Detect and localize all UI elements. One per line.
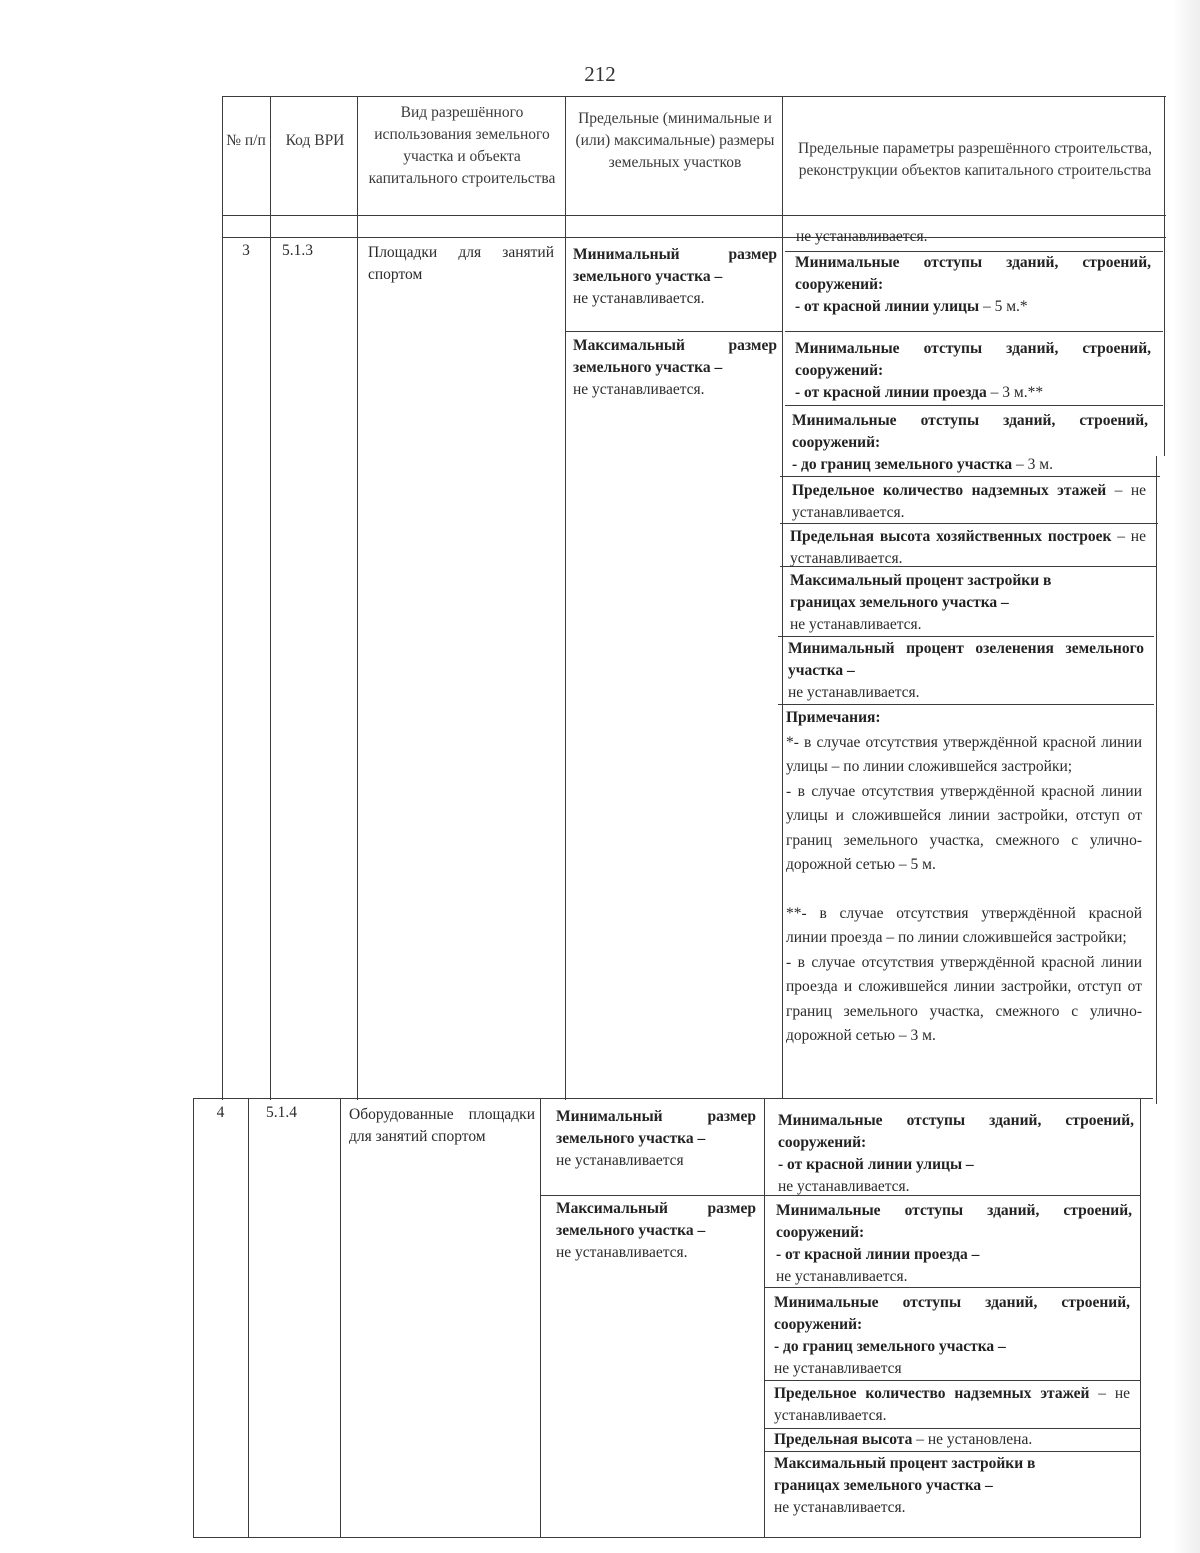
row4-max-size-title: Максимальный размер земельного участка –: [556, 1200, 756, 1239]
header-sizes: Предельные (минимальные и (или) максимальные) размеры земельных участков: [575, 110, 775, 171]
table-top-border: [222, 96, 1166, 97]
row4-top-border: [193, 1098, 1153, 1099]
row3-max-size: [573, 335, 777, 401]
carry-over-text: не устанавливается.: [796, 228, 928, 245]
param-value: не устанавливается.: [776, 1268, 908, 1285]
note-item: *- в случае отсутствия утверждённой красной линии улицы – по линии сложившейся застройки;: [786, 733, 1142, 775]
row4-num: 4: [216, 1104, 225, 1121]
row3-min-size: [573, 244, 777, 310]
row4-param-line-3: [764, 1380, 1140, 1381]
param-value: – 5 м.*: [979, 298, 1028, 315]
row3-param-line-2: [785, 405, 1163, 406]
row4-name: Оборудованные площадки для занятий спортом: [349, 1106, 535, 1145]
param-title: Минимальные отступы зданий, строений, сооружений:: [792, 412, 1148, 451]
param-title: Минимальные отступы зданий, строений, сооружений:: [774, 1294, 1130, 1333]
row4-param-line-5: [764, 1451, 1140, 1452]
param-title: Максимальный процент застройки в границах земельного участка –: [774, 1455, 1036, 1494]
header-num: № п/п: [226, 132, 266, 149]
row4-col-border-3: [340, 1098, 341, 1538]
col-border-right-b: [1156, 456, 1157, 1104]
col-border-2: [270, 96, 271, 1100]
row3-param-6: [790, 570, 1120, 636]
row4-param-2: [776, 1200, 1132, 1288]
row3-notes: [786, 706, 1142, 1049]
param-line: - до границ земельного участка –: [774, 1338, 1006, 1355]
param-line: - от красной линии проезда –: [776, 1246, 980, 1263]
row3-min-size-title: Минимальный размер земельного участка –: [573, 246, 777, 285]
param-value: – 3 м.**: [986, 384, 1044, 401]
param-title: Предельная высота: [774, 1431, 913, 1448]
row3-param-line-3: [780, 476, 1160, 477]
param-value: – не устанавливается.: [774, 1385, 1130, 1424]
row3-max-size-title: Максимальный размер земельного участка –: [573, 337, 777, 376]
param-value: не устанавливается: [774, 1360, 902, 1377]
param-value: не устанавливается.: [790, 616, 922, 633]
row3-param-line-6: [778, 636, 1154, 637]
row4-max-size-value: не устанавливается.: [556, 1244, 688, 1261]
param-title: Предельное количество надземных этажей: [774, 1385, 1090, 1402]
row3-param-line-7: [778, 704, 1154, 705]
row3-param-5: [790, 526, 1146, 570]
row3-param-7: [788, 638, 1144, 704]
row4-max-size: [556, 1198, 756, 1264]
header-params: Предельные параметры разрешённого строительства, реконструкции объектов капитального строительства: [798, 140, 1152, 179]
col-border-3: [357, 96, 358, 1100]
row3-size-divider: [565, 331, 783, 332]
param-title: Предельное количество надземных этажей: [792, 482, 1107, 499]
col-border-4: [565, 96, 566, 1100]
row4-min-size: [556, 1106, 756, 1172]
header-bottom-border: [222, 215, 1166, 216]
row3-code: 5.1.3: [282, 242, 313, 259]
param-title: Минимальные отступы зданий, строений, сооружений:: [778, 1112, 1134, 1151]
param-line: - от красной линии улицы –: [778, 1156, 974, 1173]
param-title: Максимальный процент застройки в границах земельного участка –: [790, 572, 1052, 611]
row3-param-1: [795, 252, 1151, 318]
param-value: не устанавливается.: [774, 1499, 906, 1516]
param-line: - от красной линии проезда: [795, 384, 987, 401]
param-value: – не установлена.: [912, 1431, 1033, 1448]
param-title: Минимальные отступы зданий, строений, сооружений:: [795, 340, 1151, 379]
scan-edge-shadow: [1172, 0, 1200, 1553]
header-type: Вид разрешённого использования земельного участка и объекта капитального строительства: [368, 104, 556, 187]
row4-col-border-5: [764, 1098, 765, 1538]
param-value: – 3 м.: [1012, 456, 1053, 473]
row4-param-4: [774, 1383, 1130, 1427]
row3-min-size-value: не устанавливается.: [573, 290, 705, 307]
col-border-5a: [782, 96, 783, 256]
row4-min-size-value: не устанавливается: [556, 1152, 684, 1169]
row3-param-2: [795, 338, 1151, 404]
param-value: – не устанавливается.: [792, 482, 1146, 521]
note-item: **- в случае отсутствия утверждённой красной линии проезда – по линии сложившейся застройки;: [786, 904, 1142, 946]
param-title: Минимальные отступы зданий, строений, сооружений:: [776, 1202, 1132, 1241]
row4-col-border-right: [1140, 1098, 1141, 1538]
param-value: не устанавливается.: [788, 684, 920, 701]
note-item: - в случае отсутствия утверждённой красной линии улицы и сложившейся линии застройки, отступ от границ земельного участка, смежного с улично-дорожной сетью – 5 м.: [786, 782, 1142, 873]
row4-col-border-4: [540, 1098, 541, 1538]
notes-title: Примечания:: [786, 709, 881, 726]
row3-param-4: [792, 480, 1146, 524]
param-line: - от красной линии улицы: [795, 298, 980, 315]
row4-param-1: [778, 1110, 1134, 1198]
row3-param-3: [792, 410, 1148, 476]
row4-col-border-1: [193, 1098, 194, 1538]
row3-num: 3: [242, 242, 250, 259]
row3-max-size-value: не устанавливается.: [573, 381, 705, 398]
param-value: не устанавливается.: [778, 1178, 910, 1195]
col-border-right-a: [1164, 96, 1165, 456]
table-bottom-border: [193, 1537, 1141, 1538]
param-line: - до границ земельного участка: [792, 456, 1013, 473]
row4-param-6: [774, 1453, 1104, 1519]
page-number: 212: [584, 62, 616, 86]
row3-name: Площадки для занятий спортом: [368, 244, 554, 283]
note-item: - в случае отсутствия утверждённой красной линии проезда и сложившейся линии застройки, отступ от границ земельного участка, смежного с улично-дорожной сетью – 3 м.: [786, 953, 1142, 1044]
param-value: – не устанавливается.: [790, 528, 1146, 567]
row4-size-divider: [540, 1195, 764, 1196]
row4-min-size-title: Минимальный размер земельного участка –: [556, 1108, 756, 1147]
param-title: Предельная высота хозяйственных построек: [790, 528, 1112, 545]
param-title: Минимальный процент озеленения земельного участка –: [788, 640, 1144, 679]
row4-col-border-2: [248, 1098, 249, 1538]
row4-param-3: [774, 1292, 1130, 1380]
row4-code: 5.1.4: [266, 1104, 297, 1121]
param-title: Минимальные отступы зданий, строений, сооружений:: [795, 254, 1151, 293]
row4-param-5: [774, 1429, 1130, 1451]
col-border-5b: [782, 256, 783, 1098]
header-code: Код ВРИ: [285, 132, 345, 149]
row3-param-line-1: [785, 331, 1163, 332]
